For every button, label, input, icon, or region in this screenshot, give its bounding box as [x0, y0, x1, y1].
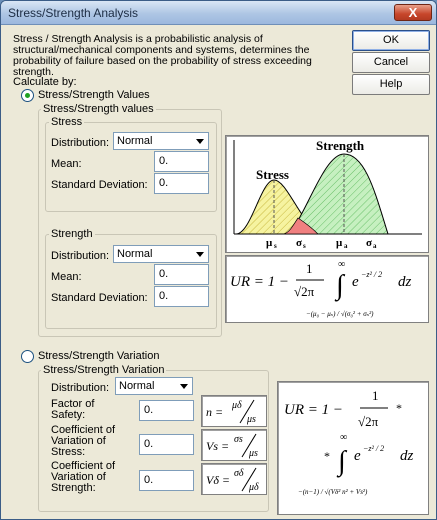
eq-vd-num: σδ — [234, 468, 244, 479]
var-formula-lhs: UR = 1 − — [284, 402, 343, 418]
fos-input[interactable]: 0. — [139, 400, 194, 421]
chevron-down-icon — [180, 384, 188, 389]
variation-formula-panel — [277, 381, 429, 515]
variation-distribution-select[interactable] — [115, 377, 193, 395]
eq-vd-lhs: Vδ = — [206, 473, 231, 487]
cov-strength-label: Coefficient of Variation of Strength: — [51, 460, 116, 494]
eq-vs-panel — [201, 429, 267, 461]
strength-group-label: Strength — [51, 228, 93, 240]
var-formula-dz: dz — [400, 448, 414, 464]
strength-mean-label: Mean: — [51, 271, 82, 283]
eq-vd-svg — [202, 464, 266, 494]
stress-distribution-label: Distribution: — [51, 137, 110, 149]
strength-curve-label: Strength — [316, 138, 365, 153]
eq-n-panel — [201, 395, 267, 427]
variation-mode-radio[interactable] — [21, 350, 34, 363]
var-formula-lower-limit: −(n−1) / √(Vδ² n² + Vs²) — [298, 488, 368, 496]
stress-curve-label: Stress — [256, 167, 289, 182]
help-button[interactable]: Help — [352, 74, 430, 95]
values-mode-label: Stress/Strength Values — [38, 89, 150, 101]
sigma-s-sub: s — [303, 242, 306, 250]
variation-distribution-value: Normal — [119, 380, 155, 392]
var-formula-infinity: ∞ — [340, 432, 348, 443]
strength-mean-input[interactable]: 0. — [154, 264, 209, 285]
var-formula-exp: e — [354, 448, 361, 464]
variation-mode-label: Stress/Strength Variation — [38, 350, 160, 362]
variation-formula-svg — [278, 382, 428, 514]
variation-distribution-label: Distribution: — [51, 382, 110, 394]
strength-distribution-value: Normal — [117, 248, 153, 260]
distribution-diagram-svg — [226, 136, 428, 252]
eq-vs-num: σs — [234, 434, 243, 445]
sigma-s-label: σ — [296, 237, 302, 249]
formula-exp: e — [352, 274, 359, 290]
calculate-by-label: Calculate by: — [13, 76, 77, 88]
stress-distribution-select[interactable] — [113, 132, 209, 150]
stress-std-input[interactable]: 0. — [154, 173, 209, 194]
values-group-label: Stress/Strength values — [43, 103, 154, 115]
values-mode-radio[interactable] — [21, 89, 34, 102]
stress-mean-input[interactable]: 0. — [154, 151, 209, 172]
mu-s-label: μ — [266, 237, 273, 249]
stress-mean-label: Mean: — [51, 158, 82, 170]
stress-distribution-value: Normal — [117, 135, 153, 147]
eq-n-num: μδ — [232, 400, 242, 411]
distribution-diagram — [225, 135, 429, 253]
var-formula-exp-power: −z² / 2 — [363, 444, 385, 453]
eq-n-svg — [202, 396, 266, 426]
stress-group-label: Stress — [51, 116, 83, 128]
cancel-button[interactable]: Cancel — [352, 52, 430, 73]
formula-lower-limit: −(μ₀ − μₛ) / √(σ₀² + σₛ²) — [306, 310, 374, 318]
formula-integral: ∫ — [336, 270, 344, 301]
stress-std-label: Standard Deviation: — [51, 179, 148, 191]
fos-label: Factor of Safety: — [51, 398, 95, 421]
var-formula-numerator: 1 — [372, 388, 379, 403]
formula-lhs: UR = 1 − — [230, 274, 289, 290]
chevron-down-icon — [196, 139, 204, 144]
cov-strength-input[interactable]: 0. — [139, 470, 194, 491]
ok-button[interactable]: OK — [352, 30, 430, 51]
eq-vd-panel — [201, 463, 267, 495]
formula-infinity: ∞ — [338, 259, 346, 270]
strength-std-input[interactable]: 0. — [154, 286, 209, 307]
mu-s-sub: s — [274, 242, 277, 250]
formula-numerator: 1 — [306, 261, 313, 276]
mu-a-sub: a — [344, 242, 348, 250]
strength-distribution-label: Distribution: — [51, 250, 110, 262]
strength-std-label: Standard Deviation: — [51, 292, 148, 304]
eq-vd-den: μδ — [249, 482, 259, 493]
eq-vs-svg — [202, 430, 266, 460]
cov-stress-label: Coefficient of Variation of Stress: — [51, 424, 116, 458]
eq-n-den: μs — [247, 414, 256, 425]
description-text: Stress / Strength Analysis is a probabilistic analysis of structural/mechanical components and systems, determines the probability of failure based on the probability of stress exceeding strength. — [13, 33, 312, 78]
var-formula-denominator: √2π — [358, 414, 379, 429]
values-formula-panel — [225, 255, 429, 323]
formula-exp-power: −z² / 2 — [361, 270, 383, 279]
cov-stress-input[interactable]: 0. — [139, 434, 194, 455]
eq-vs-den: μs — [249, 448, 258, 459]
sigma-a-sub: a — [373, 242, 377, 250]
formula-dz: dz — [398, 274, 412, 290]
strength-distribution-select[interactable] — [113, 245, 209, 263]
values-formula-svg — [226, 256, 428, 322]
window-title: Stress/Strength Analysis — [8, 6, 139, 20]
variation-group-label: Stress/Strength Variation — [43, 364, 165, 376]
var-formula-times-2: * — [324, 449, 330, 463]
title-bar[interactable] — [1, 1, 436, 25]
mu-a-label: μ — [336, 237, 343, 249]
var-formula-times: * — [396, 401, 402, 415]
formula-denominator: √2π — [294, 284, 315, 299]
var-formula-integral: ∫ — [338, 446, 346, 477]
sigma-a-label: σ — [366, 237, 372, 249]
chevron-down-icon — [196, 252, 204, 257]
eq-vs-lhs: Vs = — [206, 439, 230, 453]
close-button[interactable]: X — [394, 4, 432, 21]
eq-n-lhs: n = — [206, 405, 224, 419]
